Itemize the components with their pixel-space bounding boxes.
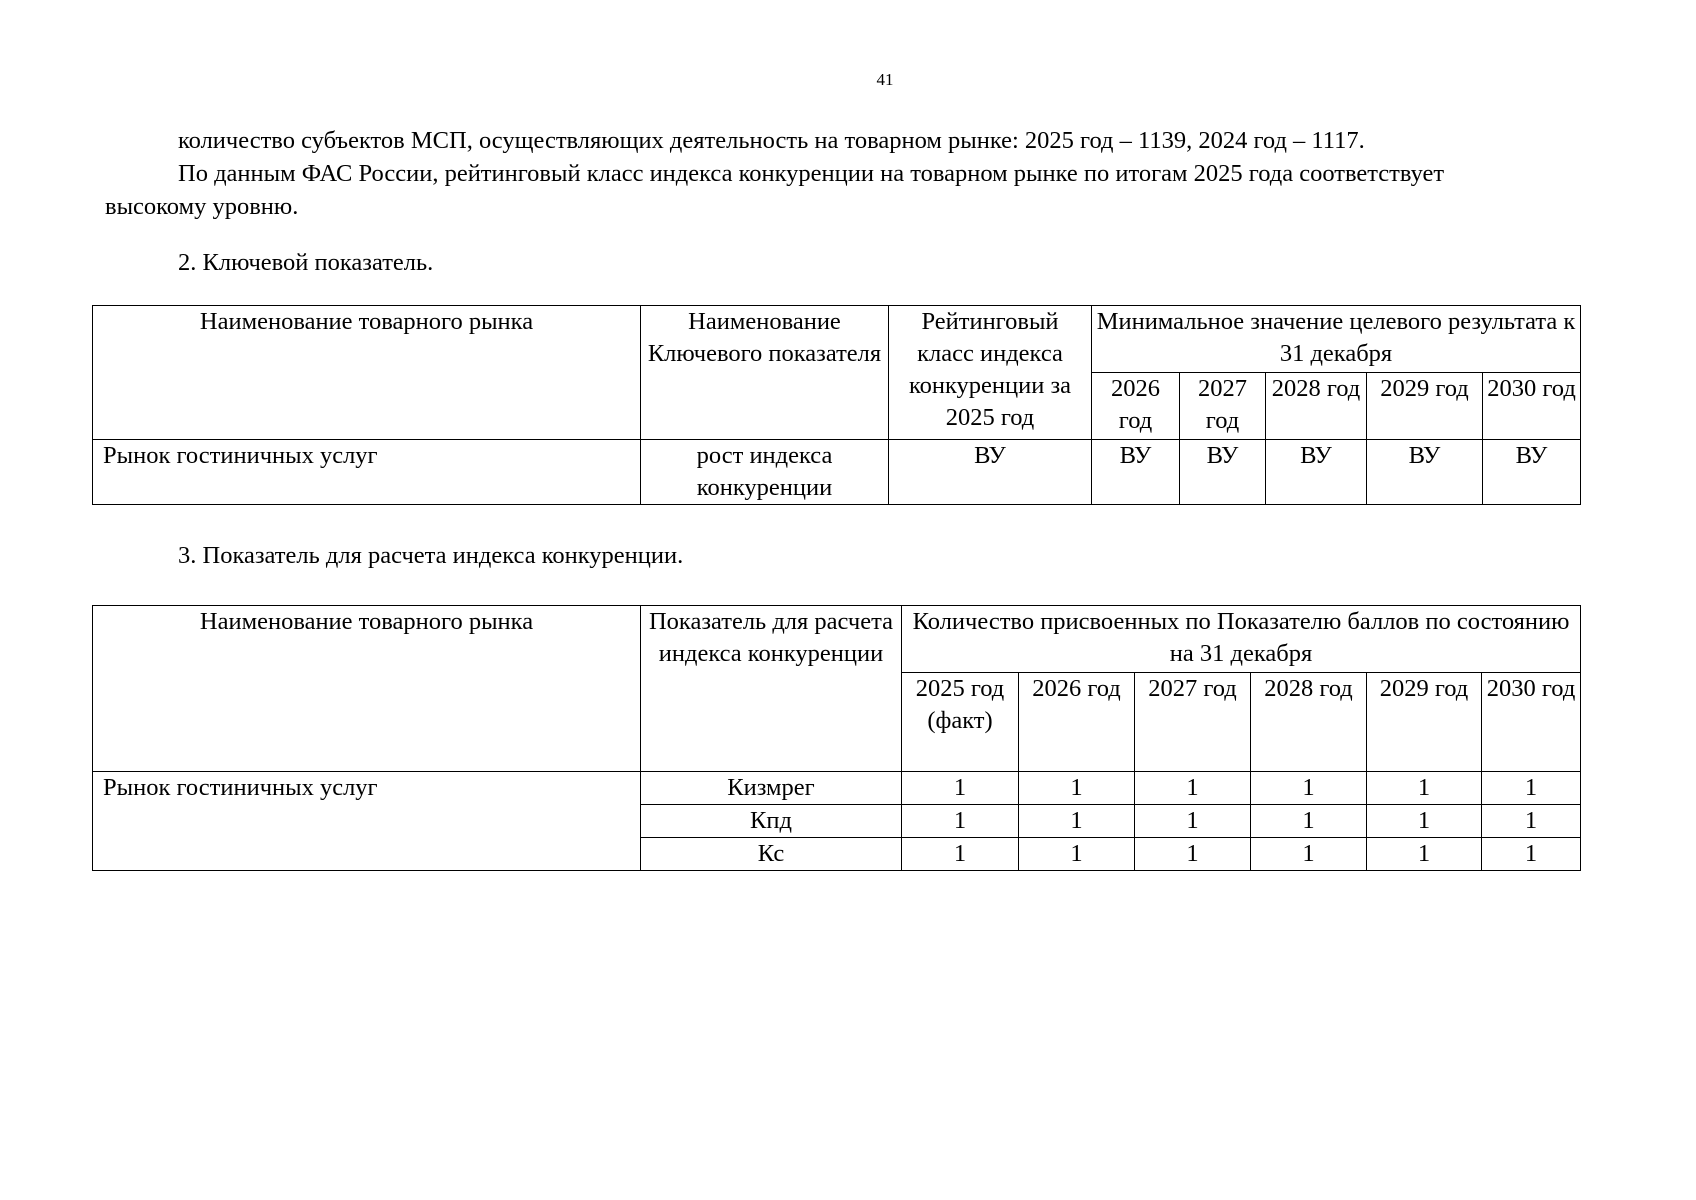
paragraph-smp-count: количество субъектов МСП, осуществляющих деятельность на товарном рынке: 2025 год – 1139, 2024 год – 1117. [178, 127, 1365, 154]
header-year: 2027 год [1135, 673, 1251, 772]
header-year: 2026 год [1092, 373, 1180, 440]
cell-indicator: Кизмрег [641, 772, 902, 805]
header-year: 2028 год [1251, 673, 1367, 772]
cell-value: 1 [1019, 805, 1135, 838]
cell-value: 1 [902, 772, 1019, 805]
header-year: 2029 год [1367, 373, 1483, 440]
key-indicator-table [92, 305, 1581, 505]
cell-value: 1 [1251, 772, 1367, 805]
cell-value: 1 [1019, 838, 1135, 871]
cell-value: 1 [1367, 772, 1482, 805]
header-key-indicator: Наименование Ключевого показателя [641, 306, 889, 440]
cell-value: 1 [1135, 772, 1251, 805]
cell-class-2025: ВУ [889, 440, 1092, 505]
table-row [93, 772, 1581, 805]
cell-value: 1 [1135, 838, 1251, 871]
cell-value: ВУ [1367, 440, 1483, 505]
cell-value: 1 [1135, 805, 1251, 838]
section-2-heading: 2. Ключевой показатель. [178, 249, 434, 276]
cell-market: Рынок гостиничных услуг [93, 772, 641, 871]
header-market-name: Наименование товарного рынка [93, 306, 641, 440]
header-year: 2027 год [1180, 373, 1266, 440]
cell-value: 1 [1251, 805, 1367, 838]
cell-value: 1 [902, 838, 1019, 871]
cell-value: 1 [1251, 838, 1367, 871]
section-3-heading: 3. Показатель для расчета индекса конкуренции. [178, 542, 684, 569]
cell-value: 1 [1367, 838, 1482, 871]
cell-value: ВУ [1092, 440, 1180, 505]
cell-value: 1 [1367, 805, 1482, 838]
header-year: 2029 год [1367, 673, 1482, 772]
cell-market: Рынок гостиничных услуг [93, 440, 641, 505]
cell-indicator: Кс [641, 838, 902, 871]
header-year: 2030 год [1482, 673, 1581, 772]
competition-index-table [92, 605, 1581, 871]
cell-value: 1 [1482, 772, 1581, 805]
header-points: Количество присвоенных по Показателю баллов по состоянию на 31 декабря [902, 606, 1581, 673]
header-min-value: Минимальное значение целевого результата к 31 декабря [1092, 306, 1581, 373]
cell-value: 1 [1482, 838, 1581, 871]
paragraph-fas-rating-continued: высокому уровню. [105, 193, 299, 220]
cell-value: 1 [1019, 772, 1135, 805]
cell-value: ВУ [1266, 440, 1367, 505]
paragraph-fas-rating: По данным ФАС России, рейтинговый класс индекса конкуренции на товарном рынке по итогам 2025 года соответствует [178, 160, 1445, 187]
cell-indicator: Кпд [641, 805, 902, 838]
header-year: 2025 год (факт) [902, 673, 1019, 772]
cell-value: ВУ [1483, 440, 1581, 505]
cell-value: 1 [902, 805, 1019, 838]
cell-value: ВУ [1180, 440, 1266, 505]
header-year: 2028 год [1266, 373, 1367, 440]
header-market-name: Наименование товарного рынка [93, 606, 641, 772]
header-rating-class: Рейтинговый класс индекса конкуренции за 2025 год [889, 306, 1092, 440]
cell-indicator: рост индекса конкуренции [641, 440, 889, 505]
table-row [93, 440, 1581, 505]
cell-value: 1 [1482, 805, 1581, 838]
header-year: 2026 год [1019, 673, 1135, 772]
page-number: 41 [876, 70, 894, 89]
header-calc-indicator: Показатель для расчета индекса конкуренции [641, 606, 902, 772]
header-year: 2030 год [1483, 373, 1581, 440]
